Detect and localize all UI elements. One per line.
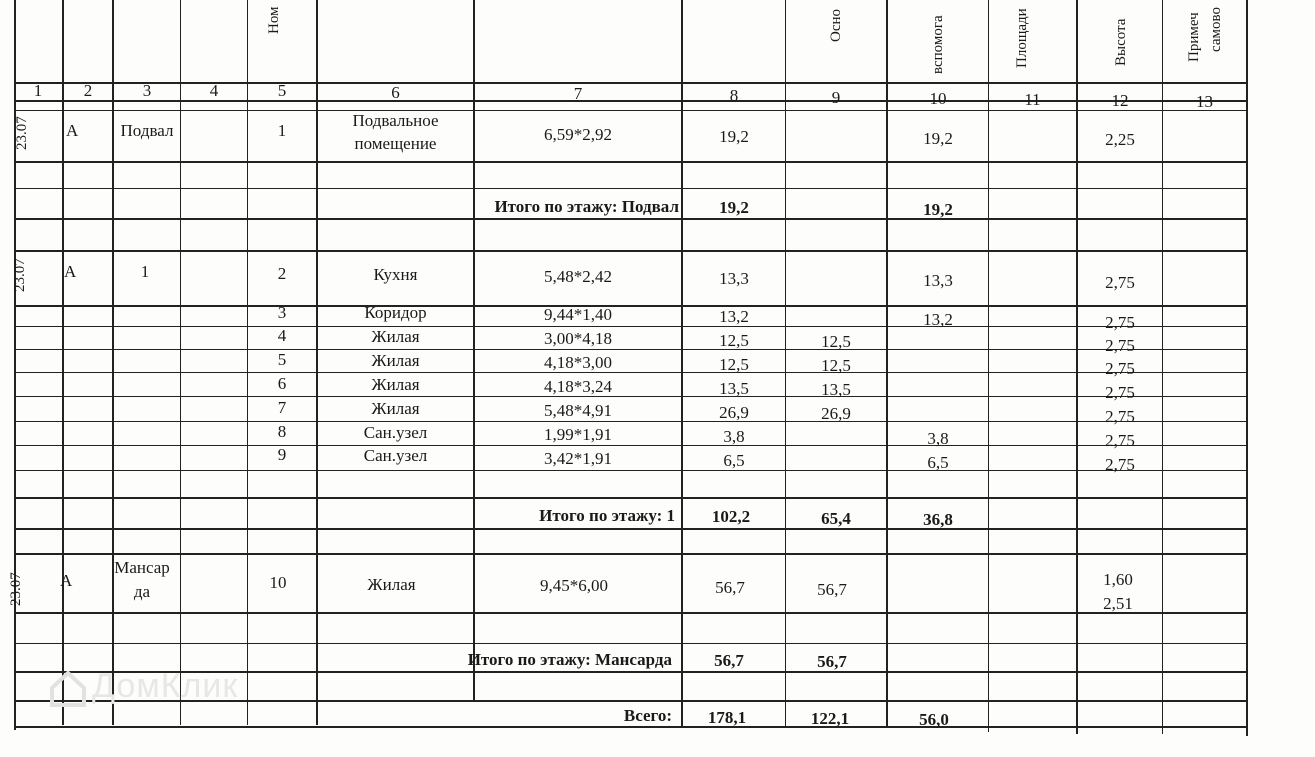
- room-dimensions: 4,18*3,00: [544, 353, 612, 372]
- main-area: 12,5: [821, 356, 851, 375]
- room-number: 6: [277, 374, 287, 393]
- room-dimensions: 3,00*4,18: [544, 329, 612, 348]
- column-number: 8: [729, 86, 739, 105]
- grid-line: [14, 643, 1248, 644]
- litera-cell: A: [60, 571, 73, 590]
- grid-line: [14, 161, 1248, 163]
- column-number: 4: [209, 81, 219, 100]
- header-col13a: Примеч: [1186, 12, 1202, 62]
- room-number: 2: [277, 264, 287, 283]
- room-number: 7: [277, 398, 287, 417]
- room-dimensions: 5,48*2,42: [544, 267, 612, 286]
- total-area: 12,5: [719, 331, 749, 350]
- room-dimensions: 4,18*3,24: [544, 377, 612, 396]
- room-name: Жилая: [371, 327, 420, 346]
- room-name: Коридор: [364, 303, 427, 322]
- height: 2,75: [1105, 431, 1135, 450]
- grid-line: [14, 110, 1248, 111]
- height: 2,75: [1105, 359, 1135, 378]
- column-number: 13: [1196, 92, 1213, 111]
- height: 1,60: [1103, 570, 1133, 589]
- date-cell: 23.07: [8, 572, 24, 606]
- floor-cell: Подвал: [120, 121, 174, 140]
- grid-line: [180, 0, 181, 725]
- height: 2,75: [1105, 313, 1135, 332]
- floor-total-main: 56,7: [817, 652, 847, 671]
- main-area: 26,9: [821, 404, 851, 423]
- room-name: Жилая: [367, 575, 416, 594]
- aux-area: 6,5: [927, 453, 949, 472]
- header-col13b: самово: [1208, 7, 1224, 52]
- floor-total-area: 102,2: [711, 507, 751, 526]
- height: 2,75: [1105, 407, 1135, 426]
- grand-total-aux: 56,0: [919, 710, 949, 729]
- grid-line: [14, 726, 1248, 728]
- column-number: 5: [277, 81, 287, 100]
- total-area: 19,2: [719, 127, 749, 146]
- total-area: 13,2: [719, 307, 749, 326]
- room-dimensions: 3,42*1,91: [544, 449, 612, 468]
- total-area: 13,3: [719, 269, 749, 288]
- grid-line: [14, 188, 1248, 189]
- grid-line: [62, 0, 64, 725]
- aux-area: 13,3: [923, 271, 953, 290]
- grid-line: [14, 470, 1248, 471]
- grand-total-label: Всего:: [623, 706, 672, 725]
- total-area: 3,8: [723, 427, 745, 446]
- grid-line: [14, 497, 1248, 499]
- total-area: 26,9: [719, 403, 749, 422]
- grid-line: [14, 421, 1248, 422]
- room-dimensions: 9,44*1,40: [544, 305, 612, 324]
- height: 2,51: [1103, 594, 1133, 613]
- column-number: 9: [831, 88, 841, 107]
- litera-cell: A: [66, 121, 79, 140]
- room-dimensions: 9,45*6,00: [540, 576, 608, 595]
- house-logo-icon: [48, 668, 88, 708]
- grand-total-main: 122,1: [810, 709, 850, 728]
- grid-line: [14, 612, 1248, 614]
- grid-line: [14, 349, 1248, 350]
- column-number: 11: [1024, 90, 1041, 109]
- grid-line: [14, 326, 1248, 327]
- floor-total-label: Итого по этажу: Мансарда: [467, 650, 672, 669]
- room-number: 9: [277, 445, 287, 464]
- main-area: 56,7: [817, 580, 847, 599]
- grid-line: [14, 250, 1248, 252]
- height: 2,25: [1105, 130, 1135, 149]
- column-number: 3: [142, 81, 152, 100]
- aux-area: 3,8: [927, 429, 949, 448]
- room-dimensions: 5,48*4,91: [544, 401, 612, 420]
- room-name: Жилая: [371, 399, 420, 418]
- total-area: 13,5: [719, 379, 749, 398]
- room-name: Сан.узел: [363, 423, 428, 442]
- grid-line: [14, 528, 1248, 530]
- grand-total-area: 178,1: [707, 708, 747, 727]
- aux-area: 19,2: [923, 129, 953, 148]
- room-number: 4: [277, 326, 287, 345]
- total-area: 12,5: [719, 355, 749, 374]
- room-number: 3: [277, 303, 287, 322]
- height: 2,75: [1105, 455, 1135, 474]
- litera-cell: A: [64, 262, 77, 281]
- floor-total-main: 65,4: [821, 509, 851, 528]
- header-col10: вспомога: [930, 15, 946, 74]
- room-number: 10: [269, 573, 287, 592]
- aux-area: 13,2: [923, 310, 953, 329]
- total-area: 6,5: [723, 451, 745, 470]
- column-number: 10: [929, 89, 947, 108]
- height: 2,75: [1105, 336, 1135, 355]
- room-number: 1: [277, 121, 287, 140]
- main-area: 13,5: [821, 380, 851, 399]
- floor-total-aux: 19,2: [923, 200, 953, 219]
- room-number: 5: [277, 350, 287, 369]
- room-name: Кухня: [373, 265, 418, 284]
- grid-line: [14, 218, 1248, 220]
- floor-total-aux: 36,8: [923, 510, 953, 529]
- date-cell: 23.07: [14, 116, 30, 150]
- floor-cell: да: [133, 582, 151, 601]
- room-dimensions: 1,99*1,91: [544, 425, 612, 444]
- room-name: Жилая: [371, 375, 420, 394]
- grid-line: [112, 0, 114, 725]
- floor-total-area: 56,7: [714, 651, 744, 670]
- column-number: 12: [1111, 91, 1129, 110]
- floor-total-label: Итого по этажу: 1: [539, 506, 675, 525]
- height: 2,75: [1105, 383, 1135, 402]
- room-number: 8: [277, 422, 287, 441]
- column-number: 6: [391, 83, 400, 102]
- header-col9: Осно: [828, 8, 844, 42]
- header-col5: Ном: [266, 6, 282, 34]
- header-col11: Площади: [1014, 8, 1030, 68]
- watermark-text: ДомКлик: [92, 667, 239, 705]
- main-area: 12,5: [821, 332, 851, 351]
- room-dimensions: 6,59*2,92: [544, 125, 612, 144]
- grid-line: [14, 553, 1248, 555]
- date-cell: 23.07: [12, 258, 28, 292]
- floor-total-area: 19,2: [719, 198, 749, 217]
- column-number: 2: [83, 81, 93, 100]
- total-area: 56,7: [715, 578, 745, 597]
- floor-total-label: Итого по этажу: Подвал: [494, 197, 679, 216]
- room-name: помещение: [354, 134, 437, 153]
- height: 2,75: [1105, 273, 1135, 292]
- grid-line: [14, 445, 1248, 446]
- floor-cell: Мансар: [114, 558, 170, 577]
- column-number: 1: [33, 81, 43, 100]
- header-col12: Высота: [1113, 18, 1129, 66]
- room-name: Сан.узел: [363, 446, 428, 465]
- room-name: Подвальное: [352, 111, 439, 130]
- column-number: 7: [573, 84, 583, 103]
- floor-cell: 1: [140, 262, 150, 281]
- room-name: Жилая: [371, 351, 420, 370]
